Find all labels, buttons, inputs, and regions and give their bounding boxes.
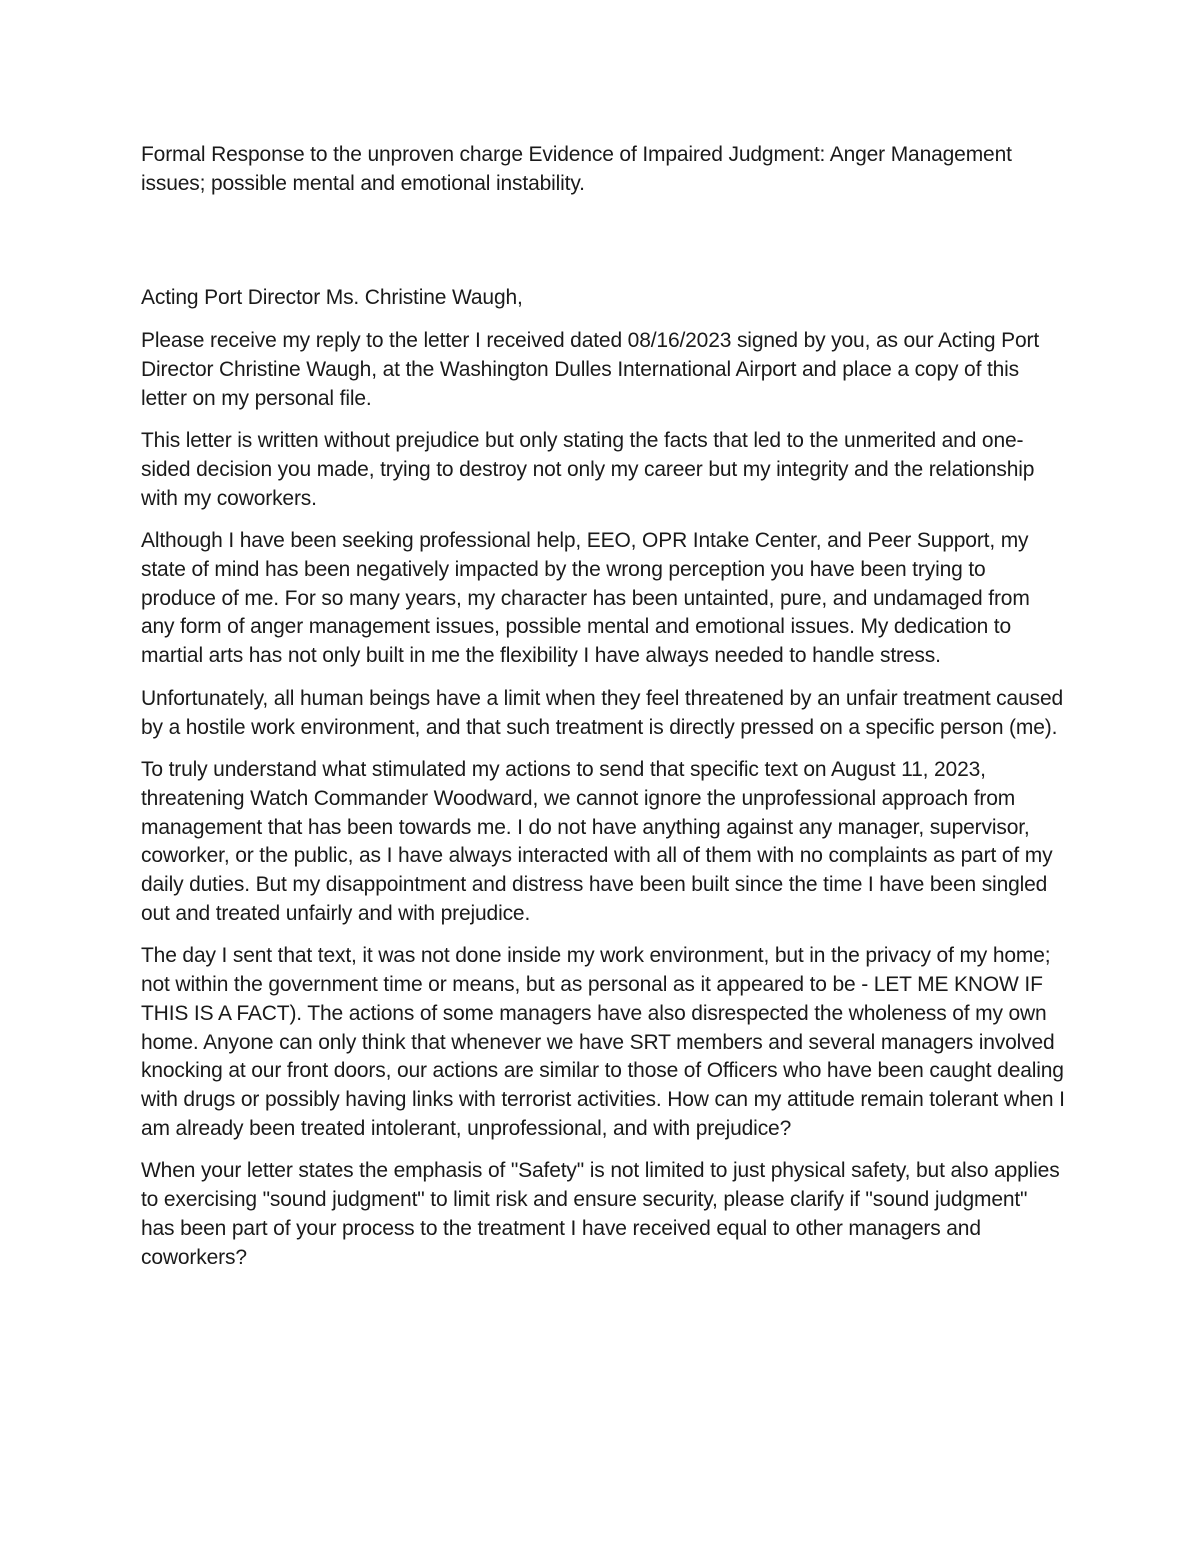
paragraph-human-limit: Unfortunately, all human beings have a limit when they feel threatened by an unfair treatment caused by a hostile work environment, and that such treatment is directly pressed on a specific person (me). (141, 686, 1064, 739)
paragraph-home-privacy: The day I sent that text, it was not done inside my work environment, but in the privacy of my home; not within the government time or means, but as personal as it appeared to be - LET ME KNOW IF THIS IS A FACT). The actions of some managers have also disrespected the wholeness of my own home. Anyone can only think that whenever we have SRT members and several managers involved knocking at our front doors, our actions are similar to those of Officers who have been caught dealing with drugs or possibly having links with terrorist activities. How can my attitude remain tolerant when I am already been treated intolerant, unprofessional, and with prejudice? (141, 944, 1065, 1140)
paragraph-professional-help: Although I have been seeking professional help, EEO, OPR Intake Center, and Peer Support, my state of mind has been negatively impacted by the wrong perception you have been trying to produce of me. For so many years, my character has been untainted, pure, and undamaged from any form of anger management issues, possible mental and emotional issues. My dedication to martial arts has not only built in me the flexibility I have always needed to handle stress. (141, 529, 1030, 668)
letter-subject: Formal Response to the unproven charge Evidence of Impaired Judgment: Anger Management issues; possible mental and emotional instability. (141, 143, 1012, 195)
paragraph-text-message: To truly understand what stimulated my actions to send that specific text on August 11, 2023, threatening Watch Commander Woodward, we cannot ignore the unprofessional approach from management that has been towards me. I do not have anything against any manager, supervisor, coworker, or the public, as I have always interacted with all of them with no complaints as part of my daily duties. But my disappointment and distress have been built since the time I have been singled out and treated unfairly and with prejudice. (141, 758, 1053, 925)
paragraph-sound-judgment: When your letter states the emphasis of "Safety" is not limited to just physical safety, but also applies to exercising "sound judgment" to limit risk and ensure security, please clarify if "sound judgment" has been part of your process to the treatment I have received equal to other managers and coworkers? (141, 1159, 1060, 1269)
paragraph-reply-request: Please receive my reply to the letter I received dated 08/16/2023 signed by you, as our Acting Port Director Christine Waugh, at the Washington Dulles International Airport and place a copy of this letter on my personal file. (141, 329, 1040, 410)
letter-salutation: Acting Port Director Ms. Christine Waugh, (141, 286, 523, 310)
paragraph-without-prejudice: This letter is written without prejudice but only stating the facts that led to the unmerited and one-sided decision you made, trying to destroy not only my career but my integrity and the relationship with my coworkers. (141, 429, 1035, 510)
letter-body (141, 141, 1066, 1286)
